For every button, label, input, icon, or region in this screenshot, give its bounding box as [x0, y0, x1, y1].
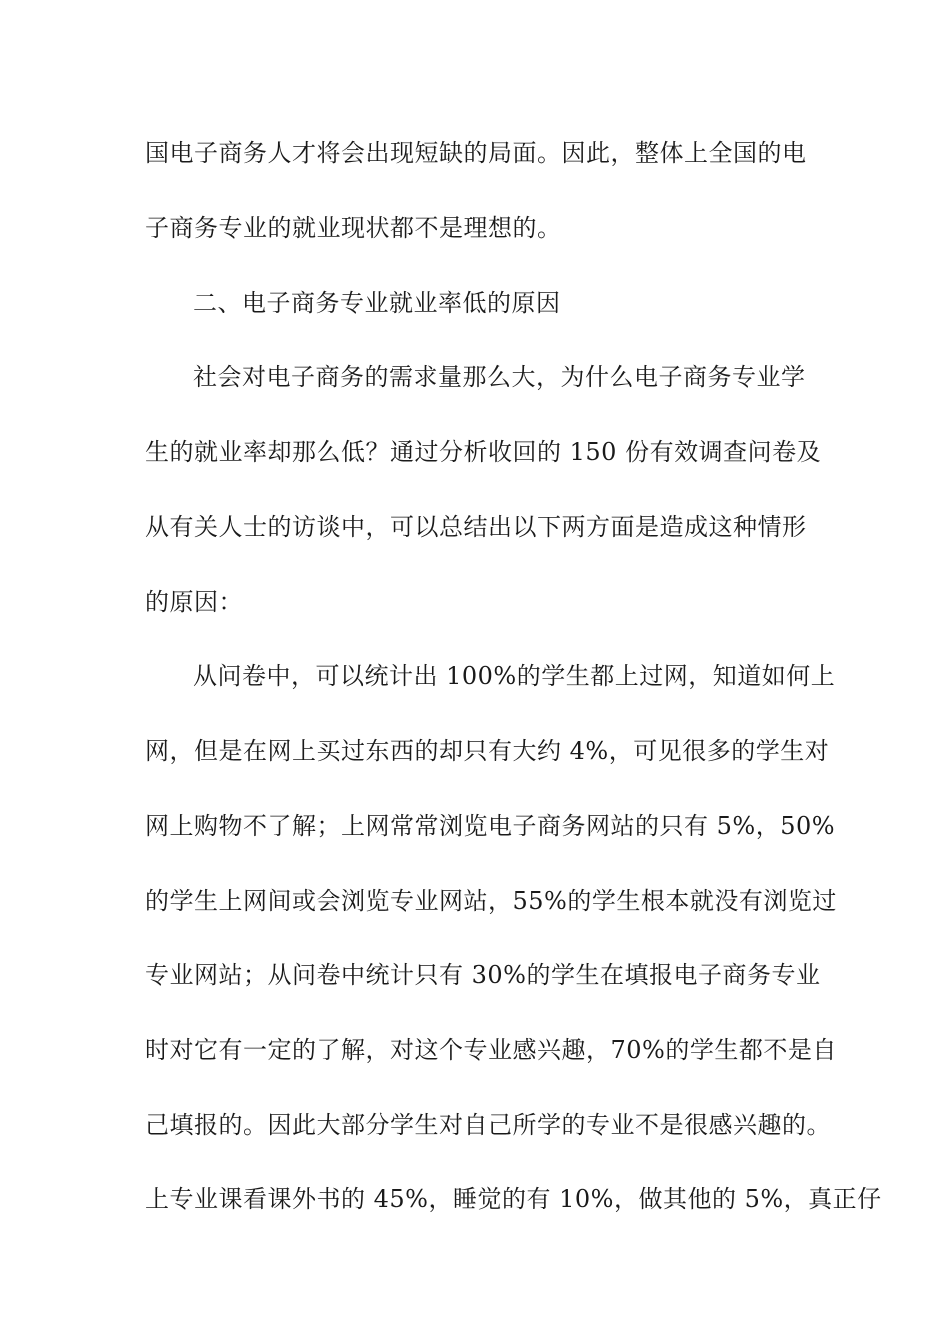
paragraph-line: 国电子商务人才将会出现短缺的局面。因此，整体上全国的电 [145, 139, 807, 167]
paragraph-line: 网，但是在网上买过东西的却只有大约 4%，可见很多的学生对 [145, 737, 830, 765]
paragraph-line: 专业网站；从问卷中统计只有 30%的学生在填报电子商务专业 [145, 961, 821, 989]
paragraph-line: 时对它有一定的了解，对这个专业感兴趣，70%的学生都不是自 [145, 1036, 837, 1064]
paragraph-line: 生的就业率却那么低？通过分析收回的 150 份有效调查问卷及 [145, 438, 822, 466]
paragraph-line: 从问卷中，可以统计出 100%的学生都上过网，知道如何上 [193, 662, 836, 690]
section-heading: 二、电子商务专业就业率低的原因 [193, 289, 561, 317]
paragraph-line: 社会对电子商务的需求量那么大，为什么电子商务专业学 [193, 363, 806, 391]
paragraph-line: 的原因： [145, 588, 243, 616]
paragraph-line: 网上购物不了解；上网常常浏览电子商务网站的只有 5%，50% [145, 812, 836, 840]
paragraph-line: 的学生上网间或会浏览专业网站，55%的学生根本就没有浏览过 [145, 887, 837, 915]
paragraph-line: 己填报的。因此大部分学生对自己所学的专业不是很感兴趣的。 [145, 1111, 831, 1139]
paragraph-line: 上专业课看课外书的 45%，睡觉的有 10%，做其他的 5%，真正仔 [145, 1185, 882, 1213]
paragraph-line: 子商务专业的就业现状都不是理想的。 [145, 214, 562, 242]
paragraph-line: 从有关人士的访谈中，可以总结出以下两方面是造成这种情形 [145, 513, 807, 541]
